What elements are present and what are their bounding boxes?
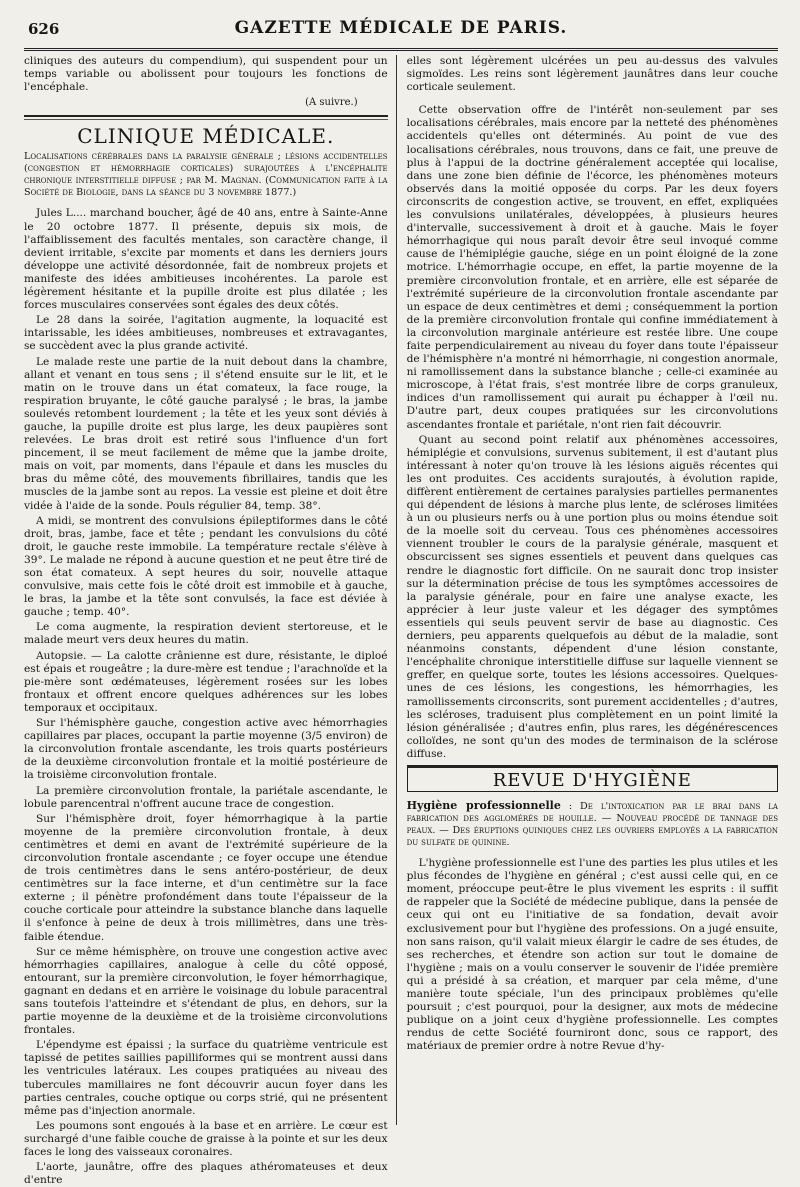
a-suivre-note: (A suivre.) <box>305 97 358 109</box>
page-number: 626 <box>28 20 60 38</box>
spacer <box>407 96 778 104</box>
article-paragraph: Les poumons sont engoués à la base et en arrière. Le cœur est surchargé d'une faible couche de graisse à la pointe et sur les deux faces le long des vaisseaux coronaires. <box>24 1119 388 1159</box>
section-rule <box>24 115 388 117</box>
article-paragraph: L'épendyme est épaissi ; la surface du quatrième ventricule est tapissé de petites saillies papilliformes qui se montrent aussi dans les ventricules latéraux. Les coupes pratiquées au niveau des tubercules mamillaires ne font découvrir aucun foyer dans les parties centrales, couche optique ou corps strié, qui ne présentent même pas d'injection anormale. <box>24 1039 388 1117</box>
article-paragraph: Sur l'hémisphère droit, foyer hémorrhagique à la partie moyenne de la première circonvolution frontale, à deux centimètres et demi en avant de l'extrémité supérieure de la circonvolution frontale ascendante ; ce foyer occupe une étendue de trois centimètres dans le sens antéro-postérieur, de deux centimètres sur la face interne, et d'un centimètre sur la face externe ; il pénètre profondément dans toute l'épaisseur de la couche corticale pour atteindre la substance blanche dans laquelle il s'enfonce à peine de deux à trois millimètres, dans une très-faible étendue. <box>24 812 388 943</box>
article-paragraph: Sur l'hémisphère gauche, congestion active avec hémorrhagies capillaires par places, occupant la partie moyenne (3/5 environ) de la circonvolution frontale ascendante, les trois quarts postérieurs de la deuxième circonvolution frontale et la moitié postérieure de la troisième circonvolution frontale. <box>24 717 388 782</box>
article-paragraph: L'hygiène professionnelle est l'une des parties les plus utiles et les plus fécondes de l'hygiène en général ; c'est aussi celle qui, en ce moment, préoccupe peut-être le plus vivement les esprits : il suffit de rappeler que la Société de médecine publique, dans la pensée de ceux qui ont eu l'initiative de sa fondation, devait avoir exclusivement pour but l'hygiène des professions. On a jugé ensuite, non sans raison, qu'il valait mieux élargir le cadre de ses études, de ses recherches, et étendre son action sur tout le domaine de l'hygiène ; mais on a voulu conserver le souvenir de l'idée première qui a présidé à sa création, et marquer par cela même, d'une manière toute spéciale, l'un des principaux problèmes qu'elle poursuit ; c'est pourquoi, pour la designer, aux mots de médecine publique on a joint ceux d'hygiène professionnelle. Les comptes rendus de cette Société fourniront donc, sous ce rapport, des matériaux de premier ordre à notre Revue d'hy- <box>406 857 778 1053</box>
page-header <box>24 14 778 44</box>
hygiene-lead: Hygiène professionnelle <box>406 799 561 813</box>
continued-paragraph: elles sont légèrement ulcérées un peu au-dessus des valvules sigmoïdes. Les reins sont légèrement jaunâtres dans leur couche corticale seulement. <box>406 55 778 94</box>
running-title: GAZETTE MÉDICALE DE PARIS. <box>234 18 568 38</box>
article-paragraph: Cette observation offre de l'intérêt non-seulement par ses localisations cérébrales, mais encore par la netteté des phénomènes accidentels qu'elles ont déterminés. Au point de vue des localisations cérébrales, nous trouvons, dans ce fait, une preuve de plus à l'appui de la doctrine généralement acceptée qui localise, dans une zone bien définie de l'écorce, les phénomènes moteurs observés dans la moitié opposée du corps. Par les deux foyers circonscrits de congestion active, se trouvent, en effet, expliquées les convulsions unilatérales, développées, à plusieurs heures d'intervalle, successivement à droit et à gauche. Mais le foyer hémorrhagique qui nous paraît devoir être seul invoqué comme cause de l'hémiplégie gauche, siége en un point éloigné de la zone motrice. L'hémorrhagie occupe, en effet, la partie moyenne de la première circonvolution frontale, et en arrière, elle est séparée de l'extrémité supérieure de la circonvolution frontale ascendante par un espace de deux centimètres et demi ; conséquemment la portion de la première circonvolution frontale qui confine immédiatement à la circonvolution marginale antérieure est restée libre. Une coupe faite perpendiculairement au niveau du foyer dans toute l'épaisseur de l'hémisphère n'a montré ni hémorrhagie, ni congestion anormale, ni ramollissement dans la substance blanche ; celle-ci examinée au microscope, à l'état frais, s'est montrée libre de corps granuleux, indices d'un ramollissement qui aurait pu échapper à l'œil nu. D'autre part, deux coupes pratiquées sur les circonvolutions ascendantes frontale et pariétale, n'ont rien fait découvrir. <box>406 104 778 431</box>
hygiene-subtitle <box>407 800 778 849</box>
columns <box>24 55 778 1187</box>
right-column <box>397 55 778 1125</box>
hygiene-topics: : De l'intoxication par le brai dans la fabrication des agglomérés de houille. — Nouveau procédé de tannage des peaux. — Des éruptions quiniques chez les ouvriers employés a la fabrication du sulfate de quinine. <box>406 801 778 849</box>
article-paragraph: Le malade reste une partie de la nuit debout dans la chambre, allant et venant en tous sens ; il s'étend ensuite sur le lit, et le matin on le trouve dans un état comateux, la face rouge, la respiration bruyante, le côté gauche paralysé ; le bras, la jambe soulevés retombent lourdement ; la tête et les yeux sont déviés à gauche, la pupille droite est plus large, les deux paupières sont relevées. Le bras droit est retiré sous l'influence d'un fort pincement, il se meut facilement de même que la jambe droite, mais on voit, par moments, dans l'épaule et dans les muscles du bras du même côté, des mouvements fibrillaires, tandis que les muscles de la jambe sont au repos. La vessie est pleine et doit être vidée à l'aide de la sonde. Pouls régulier 84, temp. 38°. <box>24 355 388 512</box>
article-paragraph: A midi, se montrent des convulsions épileptiformes dans le côté droit, bras, jambe, face et tête ; pendant les convulsions du côté droit, le gauche reste immobile. La température rectale s'élève à 39°. Le malade ne répond à aucune question et ne peut être tiré de son état comateux. A sept heures du soir, nouvelle attaque convulsive, mais cette fois le côté droit est immobile et à gauche, le bras, la jambe et la tête sont convulsés, la face est déviée à gauche ; temp. 40°. <box>24 514 388 619</box>
section-rule-thin <box>24 119 388 120</box>
article-paragraph: Sur ce même hémisphère, on trouve une congestion active avec hémorrhagies capillaires, analogue à celle du côté opposé, entourant, sur la première circonvolution, le foyer hémorrhagique, gagnant en dedans et en arrière le voisinage du lobule paracentral sans toutefois l'atteindre et s'étendant de plus, en dehors, sur la partie moyenne de la deuxième et de la troisième circonvolutions frontales. <box>24 945 388 1037</box>
header-rule <box>24 48 778 51</box>
article-paragraph: Jules L.... marchand boucher, âgé de 40 ans, entre à Sainte-Anne le 20 octobre 1877. Il présente, depuis six mois, de l'affaiblissement des facultés mentales, son caractère change, il devient irritable, s'excite par moments et dans les derniers jours développe une activité désordonnée, fait de nombreux projets et manifeste des idées ambitieuses incohérentes. La parole est légèrement hésitante et la pupille droite est plus dilatée ; les forces musculaires conservées sont égales des deux côtés. <box>24 207 388 312</box>
article-paragraph: La première circonvolution frontale, la pariétale ascendante, le lobule parencentral n'offrent aucune trace de congestion. <box>24 784 388 810</box>
clinique-heading: CLINIQUE MÉDICALE. <box>77 124 335 149</box>
article-subtitle: Localisations cérébrales dans la paralysie générale ; lésions accidentelles (congestion et hémorrhagie corticales) surajoutées à l'encéphalite chronique interstitielle diffuse ; par M. Magnan. (Communication faite à la Société de Biologie, dans la séance du 3 novembre 1877.) <box>24 151 388 199</box>
left-column <box>24 55 397 1187</box>
article-paragraph: Quant au second point relatif aux phénomènes accessoires, hémiplégie et convulsions, survenus subitement, il est d'autant plus intéressant à noter qu'on trouve là les lésions aiguës récentes qui les ont produites. Ces accidents surajoutés, à évolution rapide, diffèrent entièrement de certaines paralysies partielles permanentes qui dépendent de lésions à marche plus lente, de scléroses limitées à un ou plusieurs nerfs ou à une portion plus ou moins étendue soit de la moelle soit du cerveau. Tous ces phénomènes accessoires viennent troubler le cours de la paralysie générale, masquent et obscurcissent ses signes essentiels et peuvent dans quelques cas rendre le diagnostic fort difficile. On ne saurait donc trop insister sur la détermination précise de tous les symptômes accessoires de la paralysie générale, pour en faire une analyse exacte, les apprécier à leur juste valeur et les dégager des symptômes essentiels qui seuls peuvent servir de base au diagnostic. Ces derniers, peu apparents quelquefois au début de la maladie, sont néanmoins constants, dépendent d'une lésion constante, l'encéphalite chronique interstitielle diffuse sur laquelle viennent se greffer, en quelque sorte, toutes les lésions accessoires. Quelques-unes de ces lésions, les congestions, les hémorrhagies, les ramollissements circonscrits, sont purement accidentelles ; d'autres, les scléroses, traduisent plus complètement en un point limité la lésion généralisée ; d'autres enfin, plus rares, les dégénérescences colloïdes, ne sont qu'un des modes de terminaison de la sclérose diffuse. <box>406 433 778 760</box>
continued-paragraph: cliniques des auteurs du compendium), qui suspendent pour un temps variable ou abolissent pour toujours les fonctions de l'encéphale. <box>24 55 388 94</box>
article-paragraph: Le 28 dans la soirée, l'agitation augmente, la loquacité est intarissable, les idées ambitieuses, nombreuses et extravagantes, se succèdent avec la plus grande activité. <box>24 314 388 353</box>
article-paragraph: L'aorte, jaunâtre, offre des plaques athéromateuses et deux d'entre <box>24 1161 388 1187</box>
article-paragraph: Autopsie. — La calotte crânienne est dure, résistante, le diploé est épais et rougeâtre ; la dure-mère est tendue ; l'arachnoïde et la pie-mère sont œdémateuses, légèrement rosées sur les lobes frontaux et offrent encore quelques adhérences sur les lobes temporaux et occipitaux. <box>24 649 388 714</box>
article-paragraph: Le coma augmente, la respiration devient stertoreuse, et le malade meurt vers deux heures du matin. <box>24 621 388 647</box>
hygiene-heading: REVUE D'HYGIÈNE <box>407 765 778 792</box>
